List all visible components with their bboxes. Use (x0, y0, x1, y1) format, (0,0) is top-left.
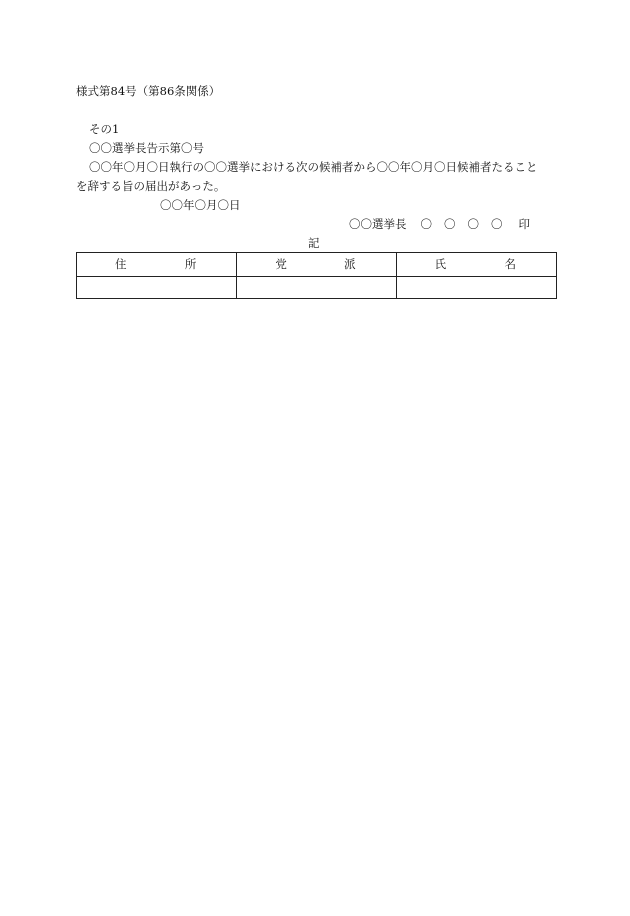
header-party-char-2: 派 (344, 256, 356, 271)
table-row (77, 277, 556, 299)
header-cell-party (236, 253, 395, 276)
seal-mark: 印 (518, 217, 530, 231)
signer-name-mark: 〇 (491, 217, 503, 231)
cell-address (77, 277, 236, 299)
cell-name (396, 277, 556, 299)
candidate-table (76, 252, 557, 299)
signer-title: 〇〇選挙長 (349, 217, 407, 231)
header-party-char-1: 党 (275, 256, 287, 271)
header-cell-address (77, 253, 236, 276)
cell-party (236, 277, 395, 299)
header-cell-name (396, 253, 556, 276)
notice-number: 〇〇選挙長告示第〇号 (89, 141, 204, 155)
header-address-char-1: 住 (115, 256, 127, 271)
notice-date: 〇〇年〇月〇日 (160, 198, 241, 212)
signer-name-mark: 〇 (444, 217, 456, 231)
notice-body-line-1: 〇〇年〇月〇日執行の〇〇選挙における次の候補者から〇〇年〇月〇日候補者たること (89, 160, 538, 174)
signer-line (349, 219, 530, 231)
signer-name-mark: 〇 (420, 217, 432, 231)
form-title: 様式第84号（第86条関係） (76, 84, 221, 98)
record-label: 記 (308, 236, 320, 250)
notice-body-line-2: を辞する旨の届出があった。 (76, 179, 226, 193)
subtitle: その1 (89, 122, 120, 136)
header-name-char-1: 氏 (434, 256, 447, 271)
header-address-char-2: 所 (184, 256, 197, 271)
signer-name-mark: 〇 (467, 217, 479, 231)
table-header-row (77, 253, 556, 277)
header-name-char-2: 名 (504, 256, 516, 271)
